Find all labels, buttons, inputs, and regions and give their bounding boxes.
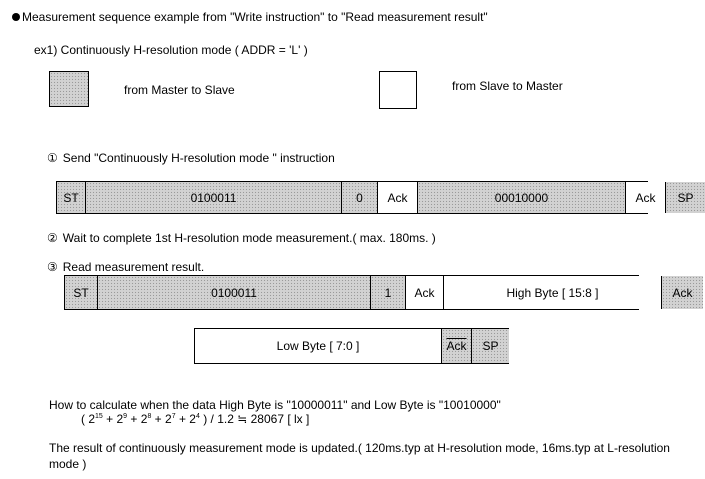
step3-low-byte-cell: Low Byte [ 7:0 ]	[195, 329, 442, 363]
calc-part: + 2	[102, 412, 124, 426]
calc-part: ) / 1.2 ≒ 28067 [ lx ]	[199, 412, 310, 426]
page-title	[12, 10, 488, 24]
step3-high-byte-cell: High Byte [ 15:8 ]	[444, 276, 662, 309]
legend-slave-swatch	[379, 71, 417, 109]
step3-caption	[47, 260, 204, 274]
step3-sequence-row2	[194, 328, 509, 364]
step3-stop-cell: SP	[472, 329, 509, 363]
step3-ack-cell: Ack	[406, 276, 444, 309]
step1-number: ①	[47, 151, 58, 165]
calc-description: How to calculate when the data High Byte is "10000011" and Low Byte is "10010000"	[49, 398, 501, 412]
legend-master-swatch	[49, 71, 89, 107]
step3-start-cell: ST	[65, 276, 98, 309]
step2-caption	[47, 231, 436, 245]
step1-opcode-cell: 00010000	[418, 182, 626, 213]
calc-exponent: 4	[195, 413, 200, 420]
calc-part: + 2	[127, 412, 148, 426]
legend-slave-label: from Slave to Master	[452, 79, 563, 93]
step3-sequence-row1	[64, 275, 693, 310]
step1-ack-cell: Ack	[378, 182, 418, 213]
step3-master-ack-cell: Ack	[662, 276, 703, 309]
calc-exponent: 9	[123, 413, 128, 420]
legend-master-label: from Master to Slave	[124, 83, 235, 97]
calc-exponent: 8	[147, 413, 152, 420]
step1-text: Send "Continuously H-resolution mode " instruction	[62, 151, 335, 165]
result-note-line1: The result of continuously measurement mode is updated.( 120ms.typ at H-resolution mode, 16ms.typ at L-resolution	[49, 441, 670, 455]
step1-caption	[47, 151, 335, 165]
step3-number: ③	[47, 260, 58, 274]
calc-exponent: 15	[95, 413, 103, 420]
step1-start-cell: ST	[57, 182, 86, 213]
bullet-icon	[12, 13, 20, 21]
page-title-text: Measurement sequence example from "Write instruction" to "Read measurement result"	[22, 10, 488, 24]
step1-sequence	[56, 181, 694, 214]
calc-part: + 2	[175, 412, 196, 426]
calc-part: + 2	[151, 412, 172, 426]
example-heading: ex1) Continuously H-resolution mode ( ADDR = 'L' )	[34, 43, 308, 57]
step2-number: ②	[47, 231, 58, 245]
step3-text: Read measurement result.	[62, 260, 205, 274]
step3-rw-cell: 1	[371, 276, 406, 309]
step3-nack-cell: $\overline{Ack}$	[442, 329, 472, 363]
step1-rw-cell: 0	[342, 182, 378, 213]
step2-text: Wait to complete 1st H-resolution mode measurement.( max. 180ms. )	[62, 231, 436, 245]
step1-ack2-cell: Ack	[626, 182, 666, 213]
calc-part: ( 2	[81, 412, 96, 426]
step1-stop-cell: SP	[666, 182, 705, 213]
calc-formula	[81, 412, 309, 426]
step1-address-cell: 0100011	[86, 182, 342, 213]
step3-address-cell: 0100011	[98, 276, 371, 309]
result-note-line2: mode )	[49, 457, 87, 471]
calc-exponent: 7	[171, 413, 176, 420]
